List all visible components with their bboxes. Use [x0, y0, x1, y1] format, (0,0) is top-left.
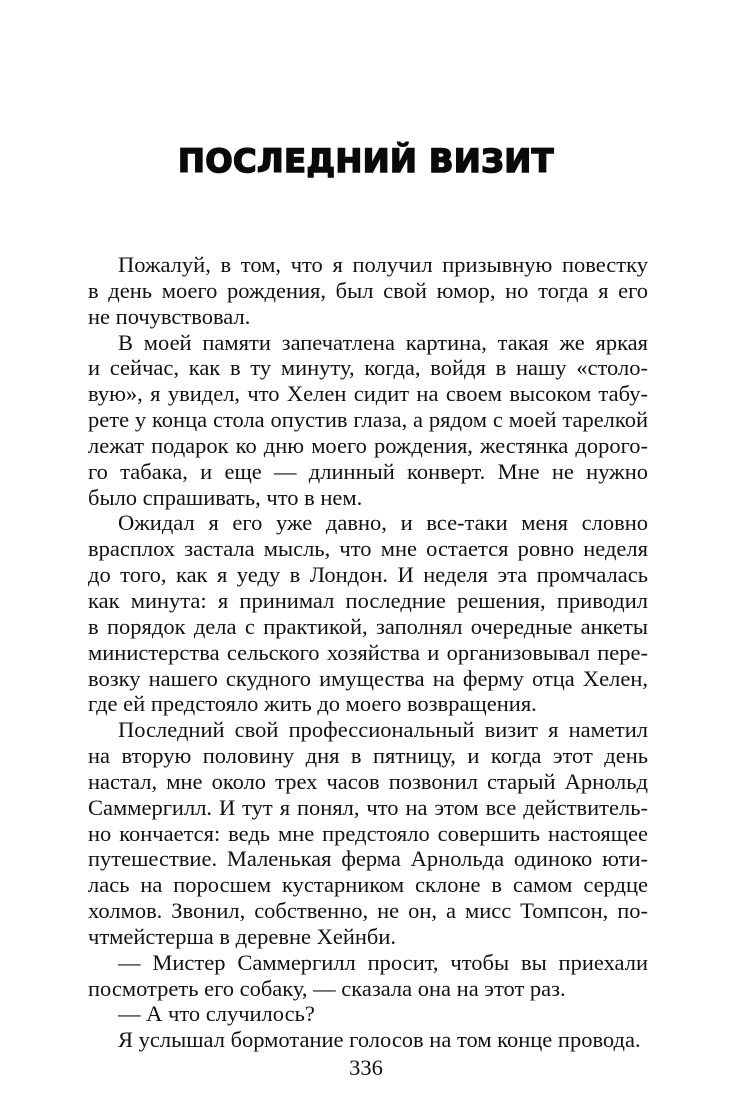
- text-line: го табака, и еще — длинный конверт. Мне не нужно: [88, 458, 648, 484]
- text-line: в порядок дела с практикой, заполнял очередные анкеты: [88, 613, 648, 639]
- text-line: холмов. Звонил, собственно, не он, а мисс Томпсон, по-: [88, 898, 648, 924]
- text-line: министерства сельского хозяйства и организовывал пере-: [88, 639, 648, 665]
- text-line: в день моего рождения, был свой юмор, но тогда я его: [88, 277, 648, 303]
- chapter-title: ПОСЛЕДНИЙ ВИЗИТ: [178, 142, 554, 180]
- text-line: как минута: я принимал последние решения, приводил: [88, 587, 648, 613]
- text-line: до того, как я уеду в Лондон. И неделя эта промчалась: [88, 562, 648, 588]
- text-line: лежат подарок ко дню моего рождения, жестянка дорого-: [88, 432, 648, 458]
- text-line: врасплох застала мысль, что мне остается ровно неделя: [88, 536, 648, 562]
- text-line: где ей предстояло жить до моего возвращения.: [88, 691, 537, 717]
- body-text: [88, 252, 648, 1053]
- text-line: посмотреть его собаку, — сказала она на этот раз.: [88, 975, 566, 1001]
- text-line: лась на поросшем кустарником склоне в самом сердце: [88, 872, 648, 898]
- text-line: Пожалуй, в том, что я получил призывную повестку: [118, 252, 648, 277]
- text-line: В моей памяти запечатлена картина, такая же яркая: [118, 329, 648, 355]
- text-line: чтмейстерша в деревне Хейнби.: [88, 923, 397, 949]
- text-line: настал, мне около трех часов позвонил старый Арнольд: [88, 768, 648, 794]
- text-line: рете у конца стола опустив глаза, а рядом с моей тарелкой: [88, 407, 648, 433]
- text-line: вую», я увидел, что Хелен сидит на своем высоком табу-: [88, 381, 648, 407]
- text-line: возку нашего скудного имущества на ферму отца Хелен,: [88, 665, 648, 691]
- text-line: Ожидал я его уже давно, и все-таки меня словно: [118, 510, 648, 536]
- page-number: 336: [349, 1055, 383, 1080]
- text-line: было спрашивать, что в нем.: [88, 484, 363, 510]
- text-line: Я услышал бормотание голосов на том конце провода.: [118, 1027, 641, 1053]
- text-line: — Мистер Саммергилл просит, чтобы вы приехали: [118, 949, 648, 975]
- text-line: на вторую половину дня в пятницу, и когда этот день: [88, 743, 648, 769]
- text-line: путешествие. Маленькая ферма Арнольда одиноко юти-: [88, 846, 648, 872]
- text-line: Саммергилл. И тут я понял, что на этом все действитель-: [88, 794, 648, 820]
- text-line: не почувствовал.: [88, 303, 251, 329]
- text-line: — А что случилось?: [118, 1001, 315, 1027]
- text-line: но кончается: ведь мне предстояло совершить настоящее: [88, 820, 648, 846]
- text-line: Последний свой профессиональный визит я наметил: [118, 717, 648, 743]
- text-line: и сейчас, как в ту минуту, когда, войдя в нашу «столо-: [88, 355, 648, 381]
